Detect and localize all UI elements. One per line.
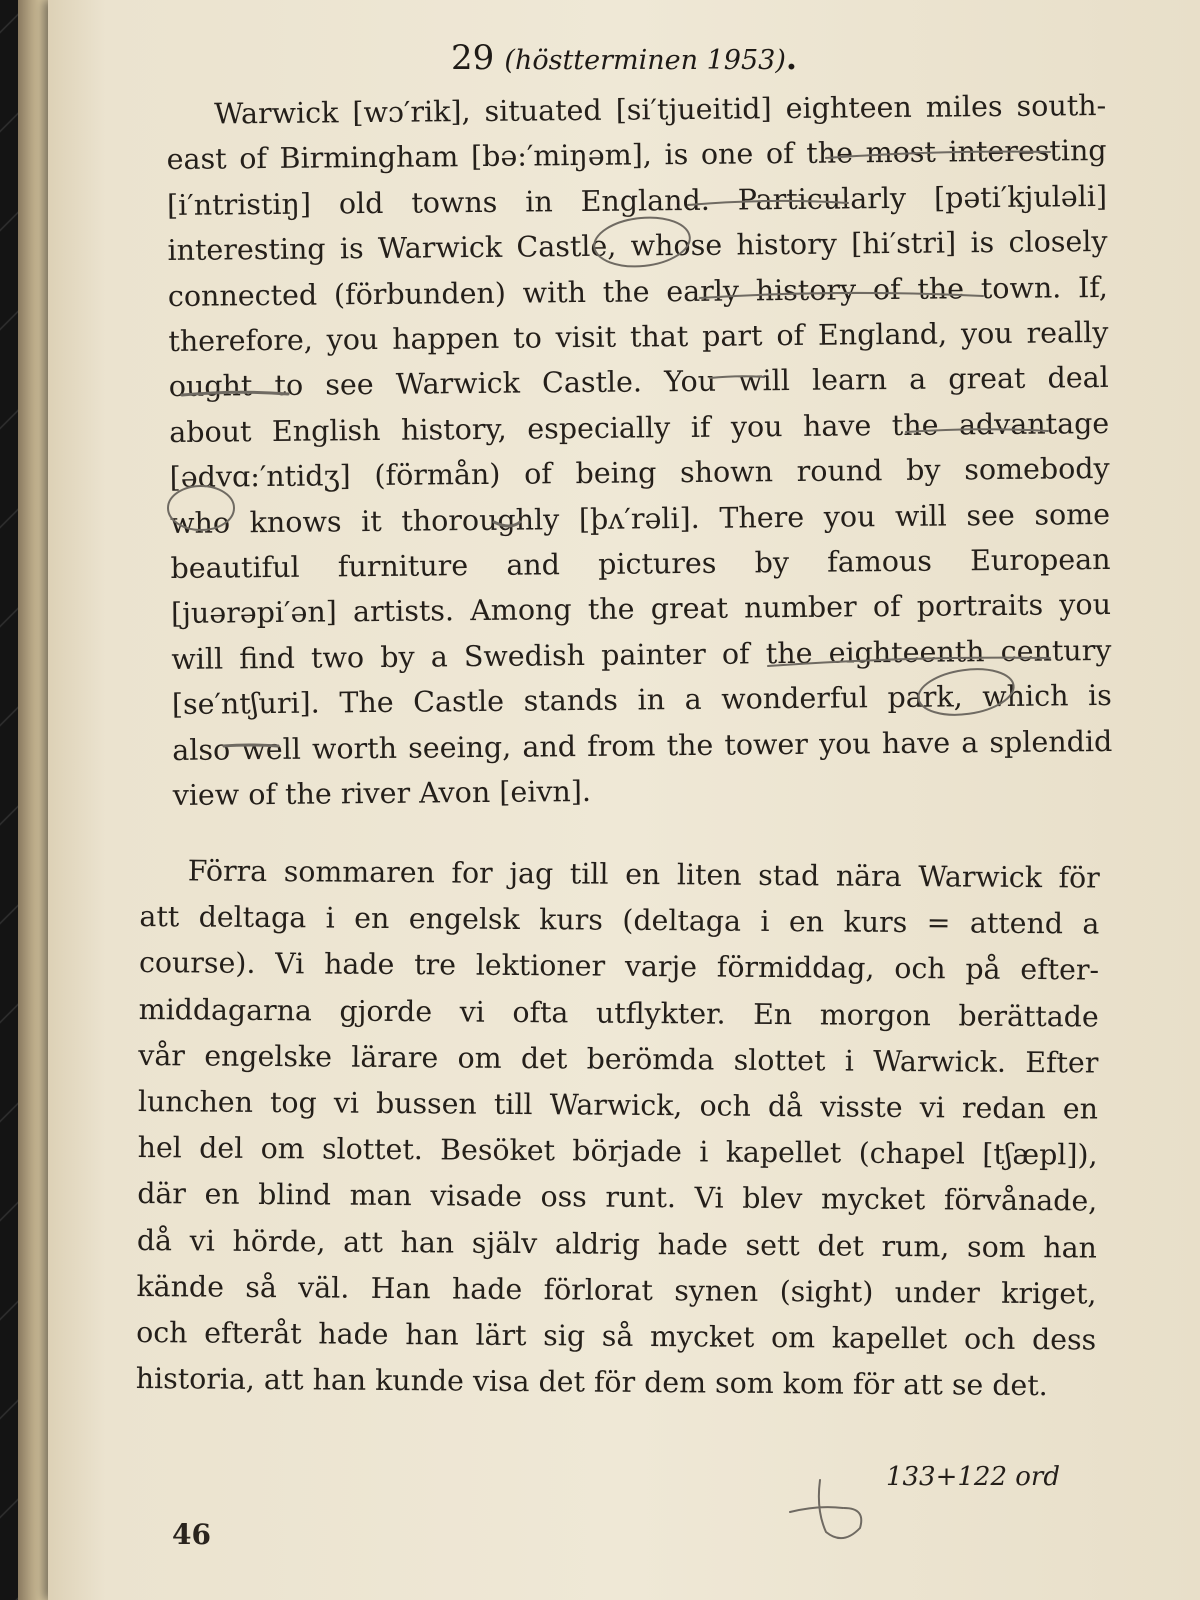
text-line: therefore, you happen to visit that part of England, you really — [168, 315, 1109, 359]
pencil-mark-bottom — [790, 1480, 861, 1538]
text-line: Förra sommaren for jag till en liten stad nära Warwick för — [187, 854, 1100, 895]
text-line: about English history, especially if you have the advantage — [169, 406, 1110, 449]
text-line: course). Vi hade tre lektioner varje förmiddag, och på efter- — [138, 946, 1100, 987]
word-count: 133+122 ord — [885, 1462, 1060, 1492]
text-line: east of Birmingham [bə:′miŋəm], is one of the most interesting — [166, 134, 1107, 177]
text-line: kände så väl. Han hade förlorat synen (sight) under kriget, — [136, 1269, 1097, 1311]
text-line: interesting is Warwick Castle, whose history [hi′stri] is closely — [167, 225, 1108, 268]
text-line: beautiful furniture and pictures by famous European — [170, 543, 1111, 586]
swedish-paragraph — [136, 848, 1100, 1410]
text-line: och efteråt hade han lärt sig så mycket om kapellet och dess — [136, 1316, 1097, 1357]
text-line: hel del om slottet. Besöket började i kapellet (chapel [tʃæpl]), — [137, 1131, 1098, 1172]
text-line: [ədvɑ:′ntidʒ] (förmån) of being shown round by somebody — [169, 452, 1110, 495]
page-number: 46 — [172, 1518, 211, 1551]
text-line: who knows it thoroughly [þʌ′rəli]. There you will see some — [169, 497, 1111, 540]
text-line: view of the river Avon [eivn]. — [172, 775, 592, 813]
text-line: [juərəpi′ən] artists. Among the great number of portraits you — [170, 588, 1112, 631]
lesson-number: 29 — [450, 38, 495, 78]
text-line: lunchen tog vi bussen till Warwick, och då visste vi redan en — [137, 1085, 1099, 1126]
text-line: Warwick [wɔ′rik], situated [si′tjueitid] eighteen miles south- — [214, 88, 1107, 131]
text-line: då vi hörde, att han själv aldrig hade sett det rum, som han — [136, 1223, 1098, 1265]
text-line: also well worth seeing, and from the tower you have a splendid — [172, 724, 1113, 767]
text-line: middagarna gjorde vi ofta utflykter. En morgon berättade — [138, 992, 1099, 1034]
heading-dot: . — [785, 39, 798, 77]
text-line: ought to see Warwick Castle. You will learn a great deal — [168, 361, 1109, 404]
text-line: will find two by a Swedish painter of the eighteenth century — [171, 633, 1112, 676]
text-line: [se′ntʃuri]. The Castle stands in a wonderful park, which is — [171, 679, 1112, 722]
text-line: connected (förbunden) with the early history of the town. If, — [167, 270, 1109, 313]
lesson-heading — [48, 38, 1200, 78]
text-line: vår engelske lärare om det berömda slottet i Warwick. Efter — [138, 1038, 1099, 1080]
text-line: historia, att han kunde visa det för dem som kom för att se det. — [135, 1362, 1048, 1403]
lesson-term: (höstterminen 1953) — [504, 45, 786, 76]
text-line: [i′ntristiŋ] old towns in England. Particularly [pəti′kjuləli] — [166, 179, 1108, 222]
text-line: där en blind man visade oss runt. Vi blev mycket förvånade, — [137, 1177, 1098, 1218]
text-line: att deltaga i en engelsk kurs (deltaga i en kurs = attend a — [139, 900, 1100, 941]
english-paragraph — [166, 83, 1113, 818]
book-page — [48, 0, 1200, 1600]
